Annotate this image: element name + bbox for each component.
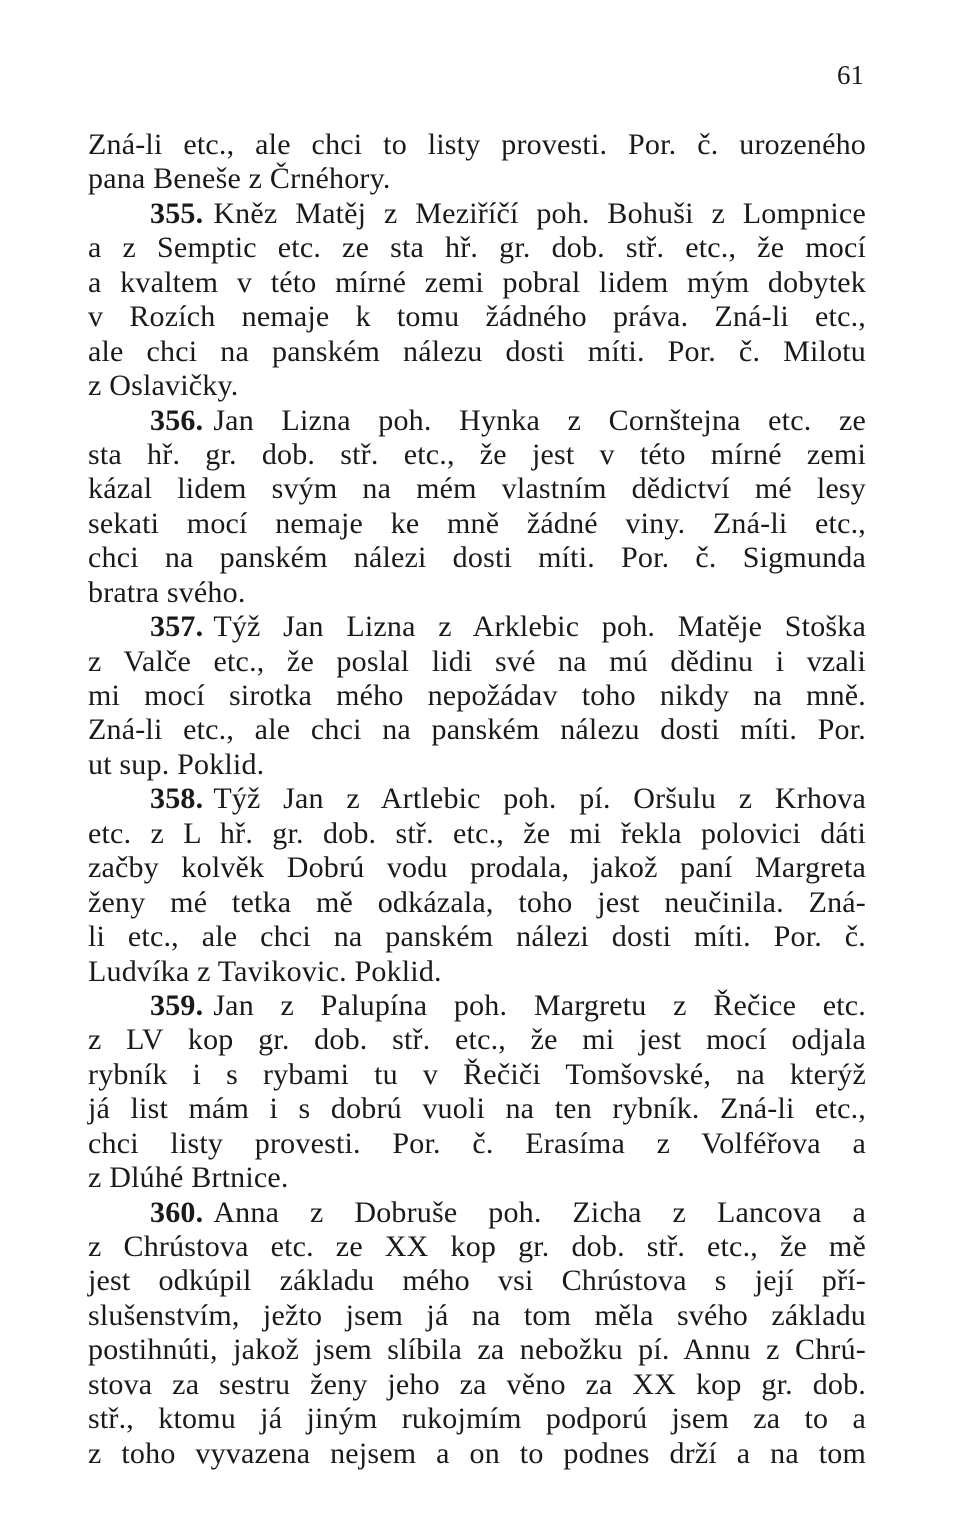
- line-text: začby kolvěk Dobrú vodu prodala, jakož paní Margreta: [88, 851, 866, 885]
- text-line: [88, 507, 866, 541]
- page-number: 61: [837, 60, 864, 90]
- line-text: z LV kop gr. dob. stř. etc., že mi jest mocí odjala: [88, 1023, 866, 1057]
- entry-number: 355.: [150, 196, 204, 230]
- body-text: [88, 128, 866, 1471]
- text-line: [88, 1092, 866, 1126]
- entry-number: 357.: [150, 610, 204, 644]
- text-line: [88, 162, 866, 196]
- line-text: pana Beneše z Črnéhory.: [88, 162, 391, 196]
- text-line: [88, 300, 866, 334]
- text-line: [88, 955, 866, 989]
- line-text: v Rozích nemaje k tomu žádného práva. Zná-li etc.,: [88, 300, 866, 334]
- line-text: rybník i s rybami tu v Řečiči Tomšovské, na kterýž: [88, 1057, 866, 1091]
- text-line: [88, 335, 866, 369]
- text-line: [88, 1196, 866, 1230]
- line-text: z Valče etc., že poslal lidi své na mú dědinu i vzali: [88, 644, 866, 678]
- line-text: postihnúti, jakož jsem slíbila za nebožku pí. Annu z Chrú-: [88, 1333, 866, 1367]
- entry-number: 359.: [150, 988, 204, 1022]
- text-line: [88, 1333, 866, 1367]
- text-line: [88, 1368, 866, 1402]
- line-text: Anna z Dobruše poh. Zicha z Lancova a: [213, 1195, 866, 1229]
- line-text: ut sup. Poklid.: [88, 747, 265, 781]
- text-line: [88, 920, 866, 954]
- line-text: Zná-li etc., ale chci na panském nálezu dosti míti. Por.: [88, 713, 866, 747]
- line-text: já list mám i s dobrú vuoli na ten rybník. Zná-li etc.,: [88, 1092, 866, 1126]
- line-text: sta hř. gr. dob. stř. etc., že jest v této mírné zemi: [88, 437, 866, 471]
- text-line: [88, 1161, 866, 1195]
- text-line: [88, 1058, 866, 1092]
- line-text: ale chci na panském nálezu dosti míti. Por. č. Milotu: [88, 334, 866, 368]
- text-line: [88, 1264, 866, 1298]
- line-text: Kněz Matěj z Meziříčí poh. Bohuši z Lompnice: [213, 196, 866, 230]
- text-line: [88, 1299, 866, 1333]
- entry-number: 360.: [150, 1195, 204, 1229]
- line-text: Týž Jan Lizna z Arklebic poh. Matěje Stoška: [213, 610, 866, 644]
- entry-number: 358.: [150, 782, 204, 816]
- line-text: Ludvíka z Tavikovic. Poklid.: [88, 954, 442, 988]
- line-text: etc. z L hř. gr. dob. stř. etc., že mi řekla polovici dáti: [88, 816, 866, 850]
- text-line: [88, 472, 866, 506]
- line-text: li etc., ale chci na panském nálezi dosti míti. Por. č.: [88, 920, 866, 954]
- text-line: [88, 748, 866, 782]
- line-text: ženy mé tetka mě odkázala, toho jest neučinila. Zná-: [88, 885, 866, 919]
- line-text: mi mocí sirotka mého nepožádav toho nikdy na mně.: [88, 679, 866, 712]
- text-line: [88, 1402, 866, 1436]
- text-line: [88, 404, 866, 438]
- text-line: [88, 1023, 866, 1057]
- text-line: [88, 197, 866, 231]
- line-text: z Oslavičky.: [88, 369, 239, 403]
- line-text: z Dlúhé Brtnice.: [88, 1161, 289, 1195]
- line-text: stř., ktomu já jiným rukojmím podporú jsem za to a: [88, 1402, 866, 1436]
- text-line: [88, 817, 866, 851]
- text-line: [88, 541, 866, 575]
- text-line: [88, 266, 866, 300]
- line-text: a kvaltem v této mírné zemi pobral lidem mým dobytek: [88, 265, 866, 299]
- line-text: z toho vyvazena nejsem a on to podnes drží a na tom: [88, 1436, 866, 1470]
- line-text: jest odkúpil základu mého vsi Chrústova s její pří-: [88, 1264, 866, 1298]
- line-text: stova za sestru ženy jeho za věno za XX kop gr. dob.: [88, 1367, 866, 1401]
- text-line: [88, 128, 866, 162]
- line-text: slušenstvím, ježto jsem já na tom měla svého základu: [88, 1298, 866, 1332]
- text-line: [88, 1437, 866, 1471]
- line-text: sekati mocí nemaje ke mně žádné viny. Zná-li etc.,: [88, 506, 866, 540]
- text-line: [88, 989, 866, 1023]
- text-line: [88, 369, 866, 403]
- text-line: [88, 1230, 866, 1264]
- text-line: [88, 645, 866, 679]
- line-text: bratra svého.: [88, 575, 246, 609]
- line-text: Zná-li etc., ale chci to listy provesti. Por. č. urozeného: [88, 128, 866, 161]
- text-line: [88, 713, 866, 747]
- line-text: Jan z Palupína poh. Margretu z Řečice etc.: [213, 988, 866, 1022]
- line-text: chci listy provesti. Por. č. Erasíma z Volféřova a: [88, 1126, 866, 1160]
- text-line: [88, 851, 866, 885]
- text-line: [88, 610, 866, 644]
- text-line: [88, 679, 866, 713]
- line-text: z Chrústova etc. ze XX kop gr. dob. stř. etc., že mě: [88, 1230, 866, 1263]
- text-line: [88, 1127, 866, 1161]
- text-line: [88, 231, 866, 265]
- text-line: [88, 886, 866, 920]
- line-text: Týž Jan z Artlebic poh. pí. Oršulu z Krhova: [213, 782, 866, 816]
- text-line: [88, 438, 866, 472]
- text-line: [88, 576, 866, 610]
- entry-number: 356.: [150, 403, 204, 437]
- line-text: kázal lidem svým na mém vlastním dědictví mé lesy: [88, 472, 866, 506]
- line-text: a z Semptic etc. ze sta hř. gr. dob. stř. etc., že mocí: [88, 231, 866, 265]
- line-text: chci na panském nálezi dosti míti. Por. č. Sigmunda: [88, 541, 866, 575]
- text-line: [88, 782, 866, 816]
- line-text: Jan Lizna poh. Hynka z Cornštejna etc. ze: [213, 403, 866, 437]
